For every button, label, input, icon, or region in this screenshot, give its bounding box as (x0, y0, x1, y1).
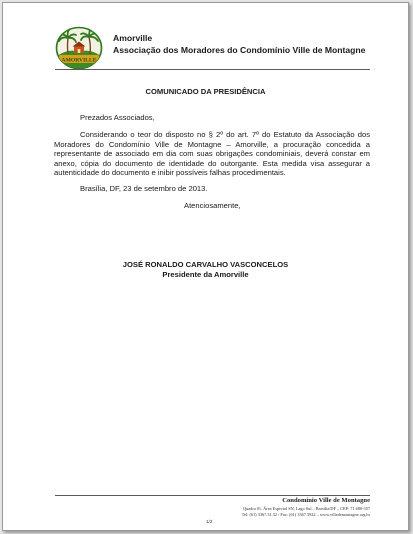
greeting: Prezados Associados, (80, 113, 155, 122)
footer-address: Quadra 01, Área Especial SN, Lago Sul – Brasília/DF – CEP: 71.680-357 (243, 506, 370, 511)
closing: Atenciosamente, (184, 201, 241, 210)
header-divider (55, 69, 370, 70)
footer-org-name: Condomínio Ville de Montagne (282, 497, 370, 504)
body-line: autenticidade do documento e inibir possíveis falhas procedimentais. (54, 168, 286, 178)
page-number: 1/2 (206, 519, 213, 524)
footer-contact: Tel: (61) 3367.31.32 / Fax: (61) 3367.5922 – www.villedemontagne.org.br (241, 512, 370, 517)
signer-role: Presidente da Amorville (162, 270, 249, 279)
body-line: Moradores do Condomínio Ville de Montagne – Amorville, a procuração concedida a (54, 139, 370, 149)
document-title: COMUNICADO DA PRESIDÊNCIA (145, 87, 266, 96)
body-line: anexo, cópia do documento de identidade do outorgante. Esta medida visa assegurar a (54, 158, 370, 168)
palm-trees-house-logo-icon (55, 26, 103, 70)
body-paragraph (54, 130, 370, 178)
body-line: Considerando o teor do disposto no § 2º do art. 7º do Estatuto da Associação dos (80, 130, 370, 139)
org-full-name: Associação dos Moradores do Condomínio Ville de Montagne (113, 45, 366, 55)
org-name: Amorville (113, 33, 153, 43)
body-line: representante de associado em dia com suas obrigações condominiais, deverá constar em (54, 149, 370, 159)
logo-text: AMORVILLE (61, 57, 97, 64)
document-page (2, 2, 409, 531)
letter-date: Brasília, DF, 23 de setembro de 2013. (80, 184, 208, 193)
footer-divider (55, 495, 370, 496)
signer-name: JOSÉ RONALDO CARVALHO VASCONCELOS (122, 260, 289, 269)
